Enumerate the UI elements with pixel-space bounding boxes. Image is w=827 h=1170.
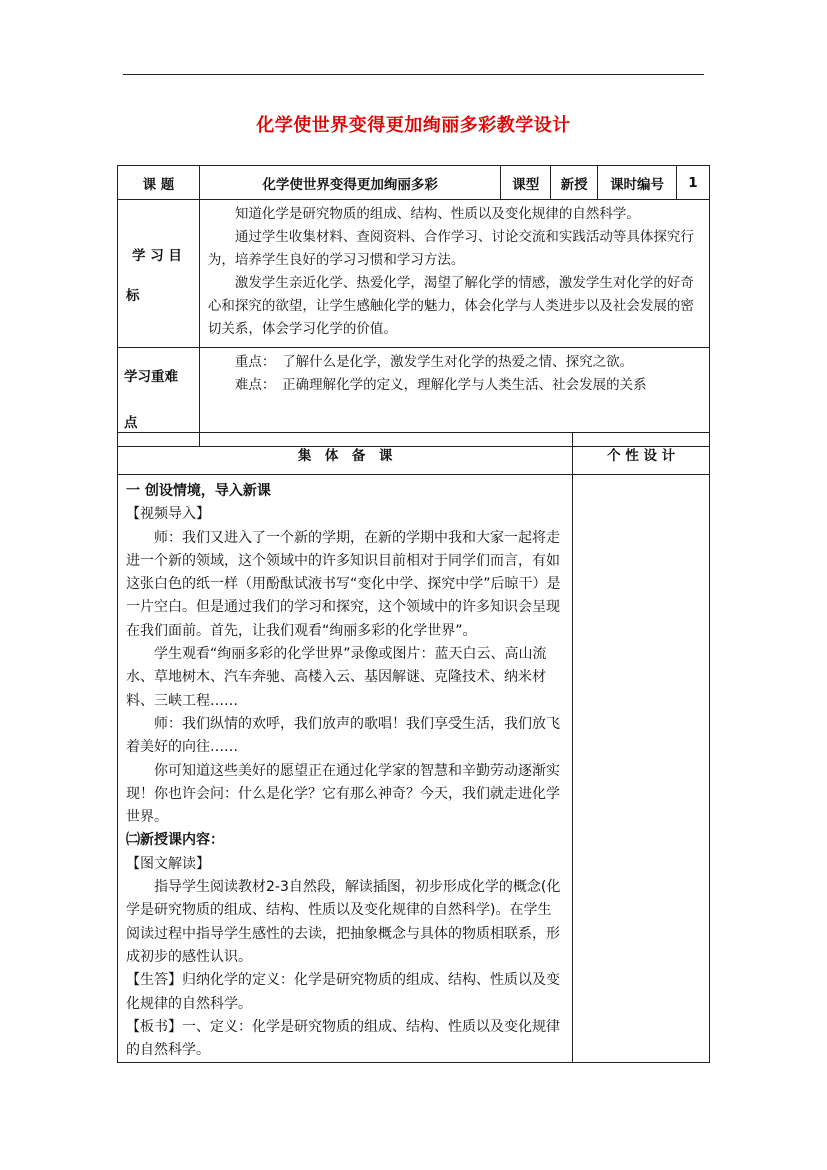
objectives-label-line1: 学 习 目 (132, 248, 182, 264)
board-tag: 【板书】 (126, 1018, 182, 1035)
paragraph-4: 你可知道这些美好的愿望正在通过化学家的智慧和辛勤劳动逐渐实现！你也许会问：什么是化学？它有那么神奇？今天，我们就走进化学世界。 (126, 762, 560, 826)
section-header-row (118, 433, 710, 475)
header-row (118, 166, 710, 200)
key-point-difficulty: 难点： 正确理解化学的定义，理解化学与人类生活、社会发展的关系 (234, 377, 647, 393)
section-heading-2: ㈡新授课内容： (126, 832, 224, 849)
lesson-body-table (117, 432, 710, 1063)
body-row (118, 475, 710, 1063)
type-label: 课型 (501, 166, 551, 200)
type-value: 新授 (551, 166, 598, 200)
lesson-number-label: 课时编号 (598, 166, 677, 200)
collective-prep-header: 集 体 备 课 (118, 433, 573, 475)
topic-label: 课 题 (118, 166, 200, 200)
objectives-content (199, 200, 709, 348)
paragraph-1: 师：我们又进入了一个新的学期，在新的学期中我和大家一起将走进一个新的领域，这个领域中的许多知识目前相对于同学们而言，有如这张白色的纸一样（用酚酞试液书写“变化中学、探究中学”后晾干）是一片空白。但是通过我们的学习和探究，这个领域中的许多知识会呈现在我们面前。首先，让我们观看“绚丽多彩的化学世界”。 (126, 529, 561, 639)
key-points-label-line1: 学习重难 (124, 369, 178, 385)
answer-tag: 【生答】 (126, 972, 182, 989)
board-paragraph (126, 1016, 564, 1063)
document-title: 化学使世界变得更加绚丽多彩教学设计 (256, 115, 571, 136)
answer-paragraph (126, 969, 564, 1016)
key-points-label-line2: 点 (124, 415, 138, 431)
paragraph-2: 学生观看“绚丽多彩的化学世界”录像或图片：蓝天白云、高山流水、草地树木、汽车奔驰、高楼入云、基因解谜、克隆技术、纳米材料、三峡工程…… (126, 646, 547, 709)
collective-content (118, 475, 573, 1063)
section-heading-1: 一 创设情境，导入新课 (126, 483, 271, 499)
key-point-focus: 重点： 了解什么是化学，激发学生对化学的热爱之情、探究之欲。 (234, 354, 634, 370)
topic-value: 化学使世界变得更加绚丽多彩 (199, 166, 500, 200)
objective-2: 通过学生收集材料、查阅资料、合作学习、讨论交流和实践活动等具体探究行为，培养学生良好的学习习惯和学习方法。 (207, 229, 694, 268)
paragraph-5: 指导学生阅读教材2-3自然段，解读插图，初步形成化学的概念(化学是研究物质的组成、结构、性质以及变化规律的自然科学)。在学生阅读过程中指导学生感性的去读，把抽象概念与具体的物质相联系，形成初步的感性认识。 (126, 879, 561, 965)
objectives-label-cell (118, 200, 200, 348)
header-rule (123, 74, 704, 75)
tag-video: 【视频导入】 (126, 506, 210, 523)
paragraph-3: 师：我们纵情的欢呼，我们放声的歌唱！我们享受生活，我们放飞着美好的向往…… (126, 715, 560, 756)
personal-design-content (573, 475, 710, 1063)
lesson-info-table (117, 165, 710, 447)
lesson-number-value: 1 (677, 166, 710, 200)
answer-text: 归纳化学的定义：化学是研究物质的组成、结构、性质以及变化规律的自然科学。 (126, 972, 560, 1012)
tag-figure: 【图文解读】 (126, 855, 210, 872)
objective-1: 知道化学是研究物质的组成、结构、性质以及变化规律的自然科学。 (234, 206, 640, 222)
objectives-label-line2: 标 (126, 288, 140, 304)
personal-design-header: 个 性 设 计 (573, 433, 710, 475)
board-text: 一、定义：化学是研究物质的组成、结构、性质以及变化规律的自然科学。 (126, 1018, 560, 1059)
objectives-row (118, 200, 710, 348)
objective-3: 激发学生亲近化学、热爱化学，渴望了解化学的情感，激发学生对化学的好奇心和探究的欲望，让学生感触化学的魅力，体会化学与人类进步以及社会发展的密切关系，体会学习化学的价值。 (207, 275, 694, 337)
